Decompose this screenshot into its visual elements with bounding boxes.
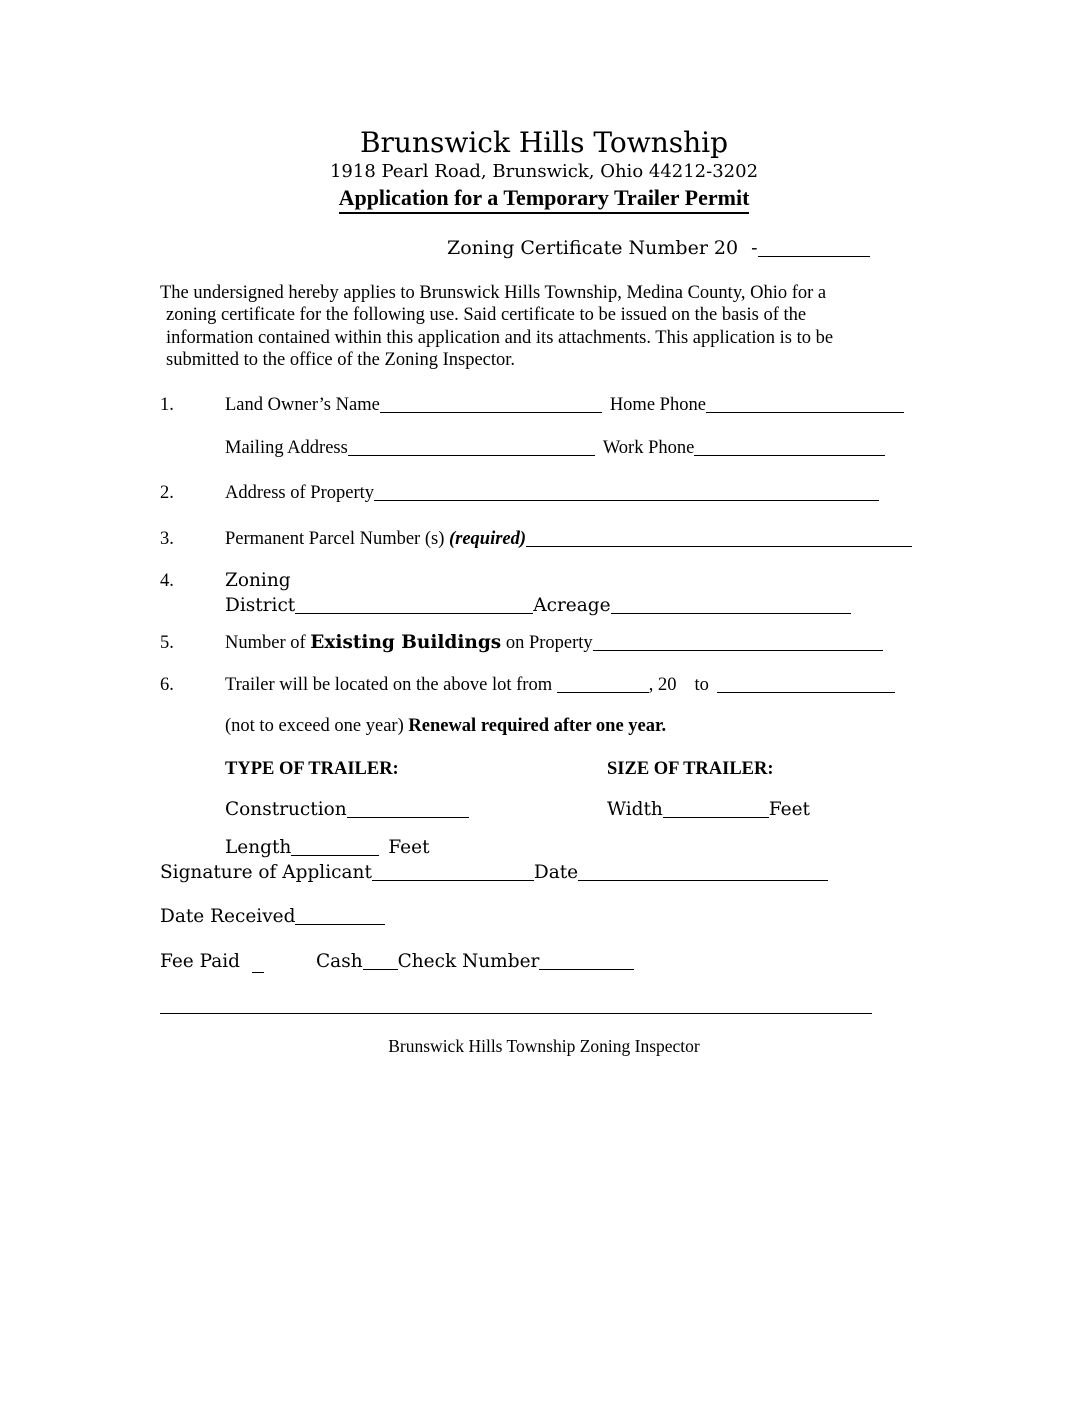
number-of-label: Number of xyxy=(225,633,311,653)
district-blank xyxy=(295,597,533,614)
address-of-property-blank xyxy=(374,484,879,501)
cash-label: Cash xyxy=(316,951,363,972)
construction-blank xyxy=(347,801,469,818)
parcel-required-label: (required) xyxy=(448,529,527,549)
signature-date-blank xyxy=(578,864,828,881)
type-of-trailer-header: TYPE OF TRAILER: xyxy=(225,759,399,779)
land-owner-name-label: Land Owner’s Name xyxy=(225,395,380,415)
home-phone-label: Home Phone xyxy=(609,395,706,415)
item-6-number: 6. xyxy=(160,675,174,695)
acreage-label: Acreage xyxy=(533,595,611,616)
fee-paid-row xyxy=(160,950,634,972)
township-address: 1918 Pearl Road, Brunswick, Ohio 44212-3202 xyxy=(329,161,759,182)
check-number-blank xyxy=(539,953,634,970)
intro-line-2: zoning certificate for the following use. Said certificate to be issued on the basis of the xyxy=(166,305,807,326)
item-4-number: 4. xyxy=(160,571,174,591)
note-row xyxy=(160,716,666,737)
home-phone-blank xyxy=(706,396,904,413)
to-label: to xyxy=(694,675,709,695)
item-4-row xyxy=(160,570,291,592)
length-unit-label: Feet xyxy=(388,837,430,858)
size-of-trailer-header: SIZE OF TRAILER: xyxy=(607,759,774,779)
item-1-mailing-row xyxy=(160,436,885,459)
land-owner-name-blank xyxy=(380,396,602,413)
form-heading-row xyxy=(0,185,1088,214)
item-5-number: 5. xyxy=(160,633,174,653)
from-date-blank xyxy=(557,676,649,693)
item-2-number: 2. xyxy=(160,483,174,503)
intro-line-4: submitted to the office of the Zoning Inspector. xyxy=(166,350,516,371)
check-number-label: Check Number xyxy=(397,951,540,972)
length-blank xyxy=(291,839,379,856)
on-property-label: on Property xyxy=(501,633,593,653)
fee-paid-blank xyxy=(252,956,264,973)
township-title: Brunswick Hills Township xyxy=(359,126,729,159)
year-label: , 20 xyxy=(648,675,677,695)
certificate-number-row xyxy=(447,237,870,259)
not-to-exceed-label: (not to exceed one year) xyxy=(225,716,409,736)
certificate-number-blank xyxy=(758,240,870,257)
to-date-blank xyxy=(717,676,895,693)
item-6-row xyxy=(160,673,895,696)
item-3-row xyxy=(160,527,912,550)
length-label: Length xyxy=(225,837,292,858)
work-phone-blank xyxy=(694,439,885,456)
date-received-blank xyxy=(295,908,385,925)
signature-date-label: Date xyxy=(533,862,579,883)
intro-line-3: information contained within this application and its attachments. This application is to be xyxy=(166,327,834,348)
signature-divider-line xyxy=(160,1013,872,1014)
signature-blank xyxy=(372,864,534,881)
fee-paid-label: Fee Paid xyxy=(160,951,241,972)
existing-buildings-blank xyxy=(593,634,883,651)
work-phone-label: Work Phone xyxy=(602,438,695,458)
item-1-row xyxy=(160,393,904,416)
item-2-row xyxy=(160,481,879,504)
width-unit-label: Feet xyxy=(768,799,810,820)
parcel-number-blank xyxy=(526,530,912,547)
item-1-number: 1. xyxy=(160,395,174,415)
existing-buildings-label: Existing Buildings xyxy=(310,632,502,653)
mailing-address-label: Mailing Address xyxy=(225,438,348,458)
certificate-number-separator: - xyxy=(751,237,758,259)
width-blank xyxy=(663,801,769,818)
form-heading: Application for a Temporary Trailer Permit xyxy=(339,185,750,214)
date-received-row xyxy=(160,905,385,927)
renewal-required-label: Renewal required after one year. xyxy=(408,716,667,736)
mailing-address-blank xyxy=(348,439,595,456)
zoning-inspector-footer: Brunswick Hills Township Zoning Inspector xyxy=(388,1036,700,1056)
intro-paragraph xyxy=(160,282,833,372)
district-label: District xyxy=(225,595,296,616)
zoning-label: Zoning xyxy=(225,570,291,591)
address-of-property-label: Address of Property xyxy=(225,483,375,503)
item-3-number: 3. xyxy=(160,529,174,549)
signature-row xyxy=(160,861,828,883)
width-label: Width xyxy=(607,799,663,820)
construction-width-row xyxy=(160,798,810,820)
cash-blank xyxy=(363,953,398,970)
trailer-headers-row xyxy=(160,759,774,780)
construction-col xyxy=(225,798,607,820)
intro-line-1: The undersigned hereby applies to Brunswick Hills Township, Medina County, Ohio for a xyxy=(160,283,827,303)
date-received-label: Date Received xyxy=(160,906,296,927)
signature-label: Signature of Applicant xyxy=(160,862,372,883)
acreage-blank xyxy=(611,597,851,614)
construction-label: Construction xyxy=(225,799,347,820)
length-row xyxy=(160,836,430,858)
trailer-located-label: Trailer will be located on the above lot from xyxy=(225,675,557,695)
item-5-row xyxy=(160,631,883,654)
certificate-number-label: Zoning Certificate Number 20 xyxy=(447,237,739,259)
item-4-district-row xyxy=(160,594,851,616)
parcel-number-label: Permanent Parcel Number (s) xyxy=(225,529,449,549)
